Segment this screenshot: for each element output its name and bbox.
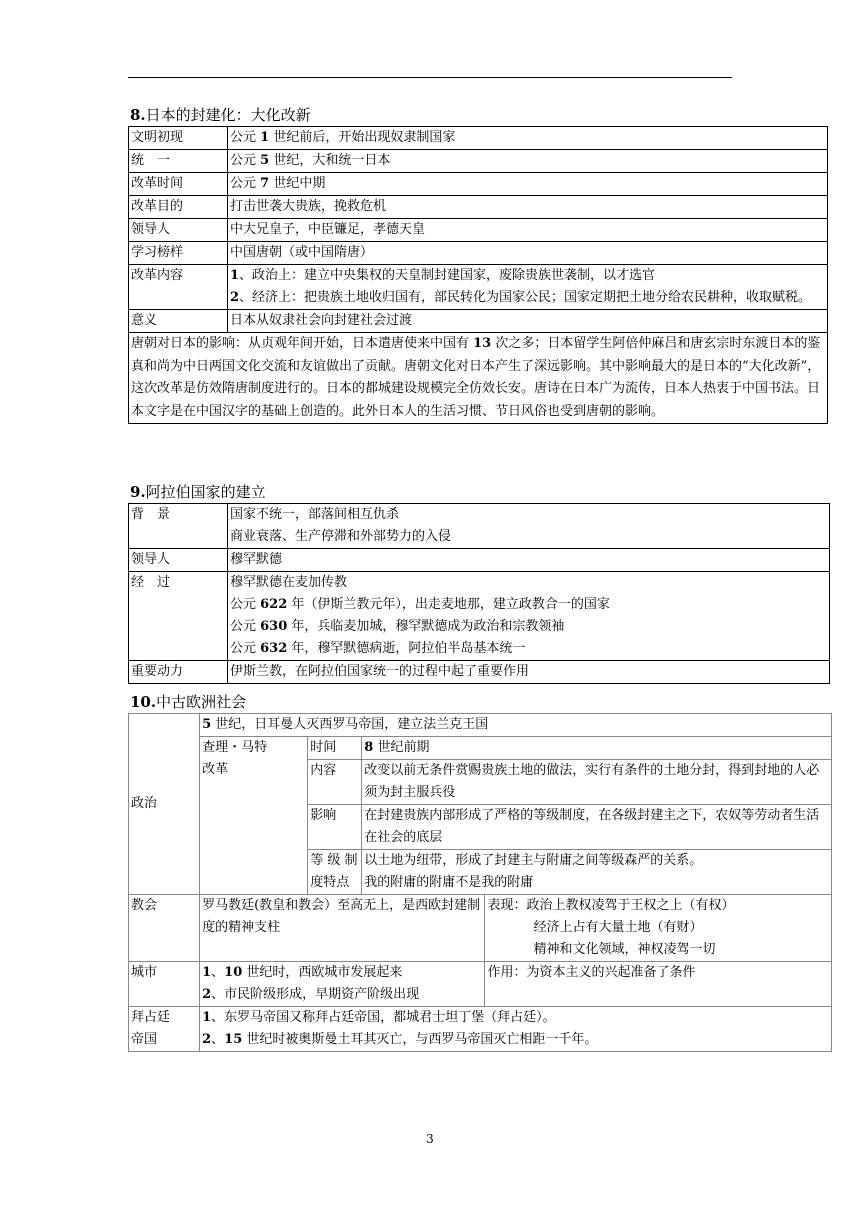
sub-label: 时间 <box>308 737 362 760</box>
row-value: 1、东罗马帝国又称拜占廷帝国，都城君士坦丁堡（拜占廷）。 2、15 世纪时被奥斯曼土耳其灭亡，与西罗马帝国灭亡相距一千年。 <box>200 1007 832 1052</box>
sub-value: 8 世纪前期 <box>362 737 832 760</box>
row-value: 公元 7 世纪中期 <box>228 173 828 196</box>
row-value: 穆罕默德在麦加传教 公元 622 年（伊斯兰教元年），出走麦地那，建立政教合一的国家 公元 630 年，兵临麦加城，穆罕默德成为政治和宗教领袖 公元 632 年，穆罕默德病逝，阿拉伯半岛基本统一 <box>228 572 830 661</box>
section-8-title: 8.日本的封建化：大化改新 <box>130 106 311 124</box>
row-label: 重要动力 <box>129 661 228 684</box>
section-9-title: 9.阿拉伯国家的建立 <box>130 483 266 501</box>
table-row <box>129 962 832 1007</box>
section-10-table <box>128 713 832 1052</box>
table-row <box>129 310 828 333</box>
church-manifestation: 表现：政治上教权凌驾于王权之上（有权） 经济上占有大量土地（有财） 精神和文化领域，神权凌驾一切 <box>485 895 832 962</box>
table-row <box>129 127 828 150</box>
table-row <box>129 150 828 173</box>
row-label: 拜占廷 帝国 <box>129 1007 200 1052</box>
table-row <box>129 196 828 219</box>
row-value: 1、10 世纪时，西欧城市发展起来 2、市民阶级形成，早期资产阶级出现 <box>200 962 485 1007</box>
sub-value: 以土地为纽带，形成了封建主与附庸之间等级森严的关系。 我的附庸的附庸不是我的附庸 <box>362 850 832 895</box>
row-value: 伊斯兰教，在阿拉伯国家统一的过程中起了重要作用 <box>228 661 830 684</box>
row-label: 城市 <box>129 962 200 1007</box>
row-value: 罗马教廷(教皇和教会）至高无上，是西欧封建制度的精神支柱 <box>200 895 485 962</box>
table-row <box>129 714 832 737</box>
row-label: 统 一 <box>129 150 228 173</box>
sub-value: 改变以前无条件赏赐贵族土地的做法，实行有条件的土地分封，得到封地的人必须为封主服兵役 <box>362 760 832 805</box>
row-label: 教会 <box>129 895 200 962</box>
sub-label: 等 级 制 度特点 <box>308 850 362 895</box>
section-10-title: 10.中古欧洲社会 <box>130 693 247 711</box>
row-label: 领导人 <box>129 549 228 572</box>
row-label: 学习榜样 <box>129 242 228 265</box>
row-label: 领导人 <box>129 219 228 242</box>
row-label: 改革时间 <box>129 173 228 196</box>
table-row <box>129 737 832 760</box>
section-9-table <box>128 503 830 684</box>
row-value: 1、政治上：建立中央集权的天皇制封建国家，废除贵族世袭制，以才选官 2、经济上：把贵族土地收归国有，部民转化为国家公民；国家定期把土地分给农民耕种，收取赋税。 <box>228 265 828 310</box>
row-label: 文明初现 <box>129 127 228 150</box>
row-value: 国家不统一，部落间相互仇杀 商业衰落、生产停滞和外部势力的入侵 <box>228 504 830 549</box>
row-label: 政治 <box>129 714 200 895</box>
table-row <box>129 242 828 265</box>
sub-label: 内容 <box>308 760 362 805</box>
sub-label: 影响 <box>308 805 362 850</box>
row-value: 中大兄皇子，中臣镰足，孝德天皇 <box>228 219 828 242</box>
row-label: 改革内容 <box>129 265 228 310</box>
section-8-table <box>128 126 828 424</box>
header-rule <box>128 77 732 78</box>
row-label: 意义 <box>129 310 228 333</box>
table-row <box>129 219 828 242</box>
row-value: 打击世袭大贵族，挽救危机 <box>228 196 828 219</box>
row-value: 穆罕默德 <box>228 549 830 572</box>
table-row <box>129 504 830 549</box>
row-value: 中国唐朝（或中国隋唐） <box>228 242 828 265</box>
table-row <box>129 549 830 572</box>
charles-martel-reform: 查理・马特 改革 <box>200 737 308 895</box>
row-label: 背 景 <box>129 504 228 549</box>
table-row <box>129 1007 832 1052</box>
row-value: 公元 5 世纪，大和统一日本 <box>228 150 828 173</box>
row-label: 经 过 <box>129 572 228 661</box>
table-row <box>129 572 830 661</box>
row-value: 公元 1 世纪前后，开始出现奴隶制国家 <box>228 127 828 150</box>
row-label: 改革目的 <box>129 196 228 219</box>
row-value: 日本从奴隶社会向封建社会过渡 <box>228 310 828 333</box>
table-row <box>129 173 828 196</box>
table-row <box>129 333 828 424</box>
tang-influence-note: 唐朝对日本的影响：从贞观年间开始，日本遣唐使来中国有 13 次之多；日本留学生阿倍仲麻吕和唐玄宗时东渡日本的鉴真和尚为中日两国文化交流和友谊做出了贡献。唐朝文化对日本产生了深远影响。其中影响最大的是日本的“大化改新”，这次改革是仿效隋唐制度进行的。日本的都城建设规模完全仿效长安。唐诗在日本广为流传，日本人热衷于中国书法。日本文字是在中国汉字的基础上创造的。此外日本人的生活习惯、节日风俗也受到唐朝的影响。 <box>129 333 828 424</box>
city-role: 作用：为资本主义的兴起准备了条件 <box>485 962 832 1007</box>
table-row <box>129 661 830 684</box>
sub-value: 在封建贵族内部形成了严格的等级制度，在各级封建主之下，农奴等劳动者生活在社会的底层 <box>362 805 832 850</box>
page-number: 3 <box>426 1132 434 1146</box>
table-row <box>129 265 828 310</box>
row-value: 5 世纪，日耳曼人灭西罗马帝国，建立法兰克王国 <box>200 714 832 737</box>
table-row <box>129 895 832 962</box>
